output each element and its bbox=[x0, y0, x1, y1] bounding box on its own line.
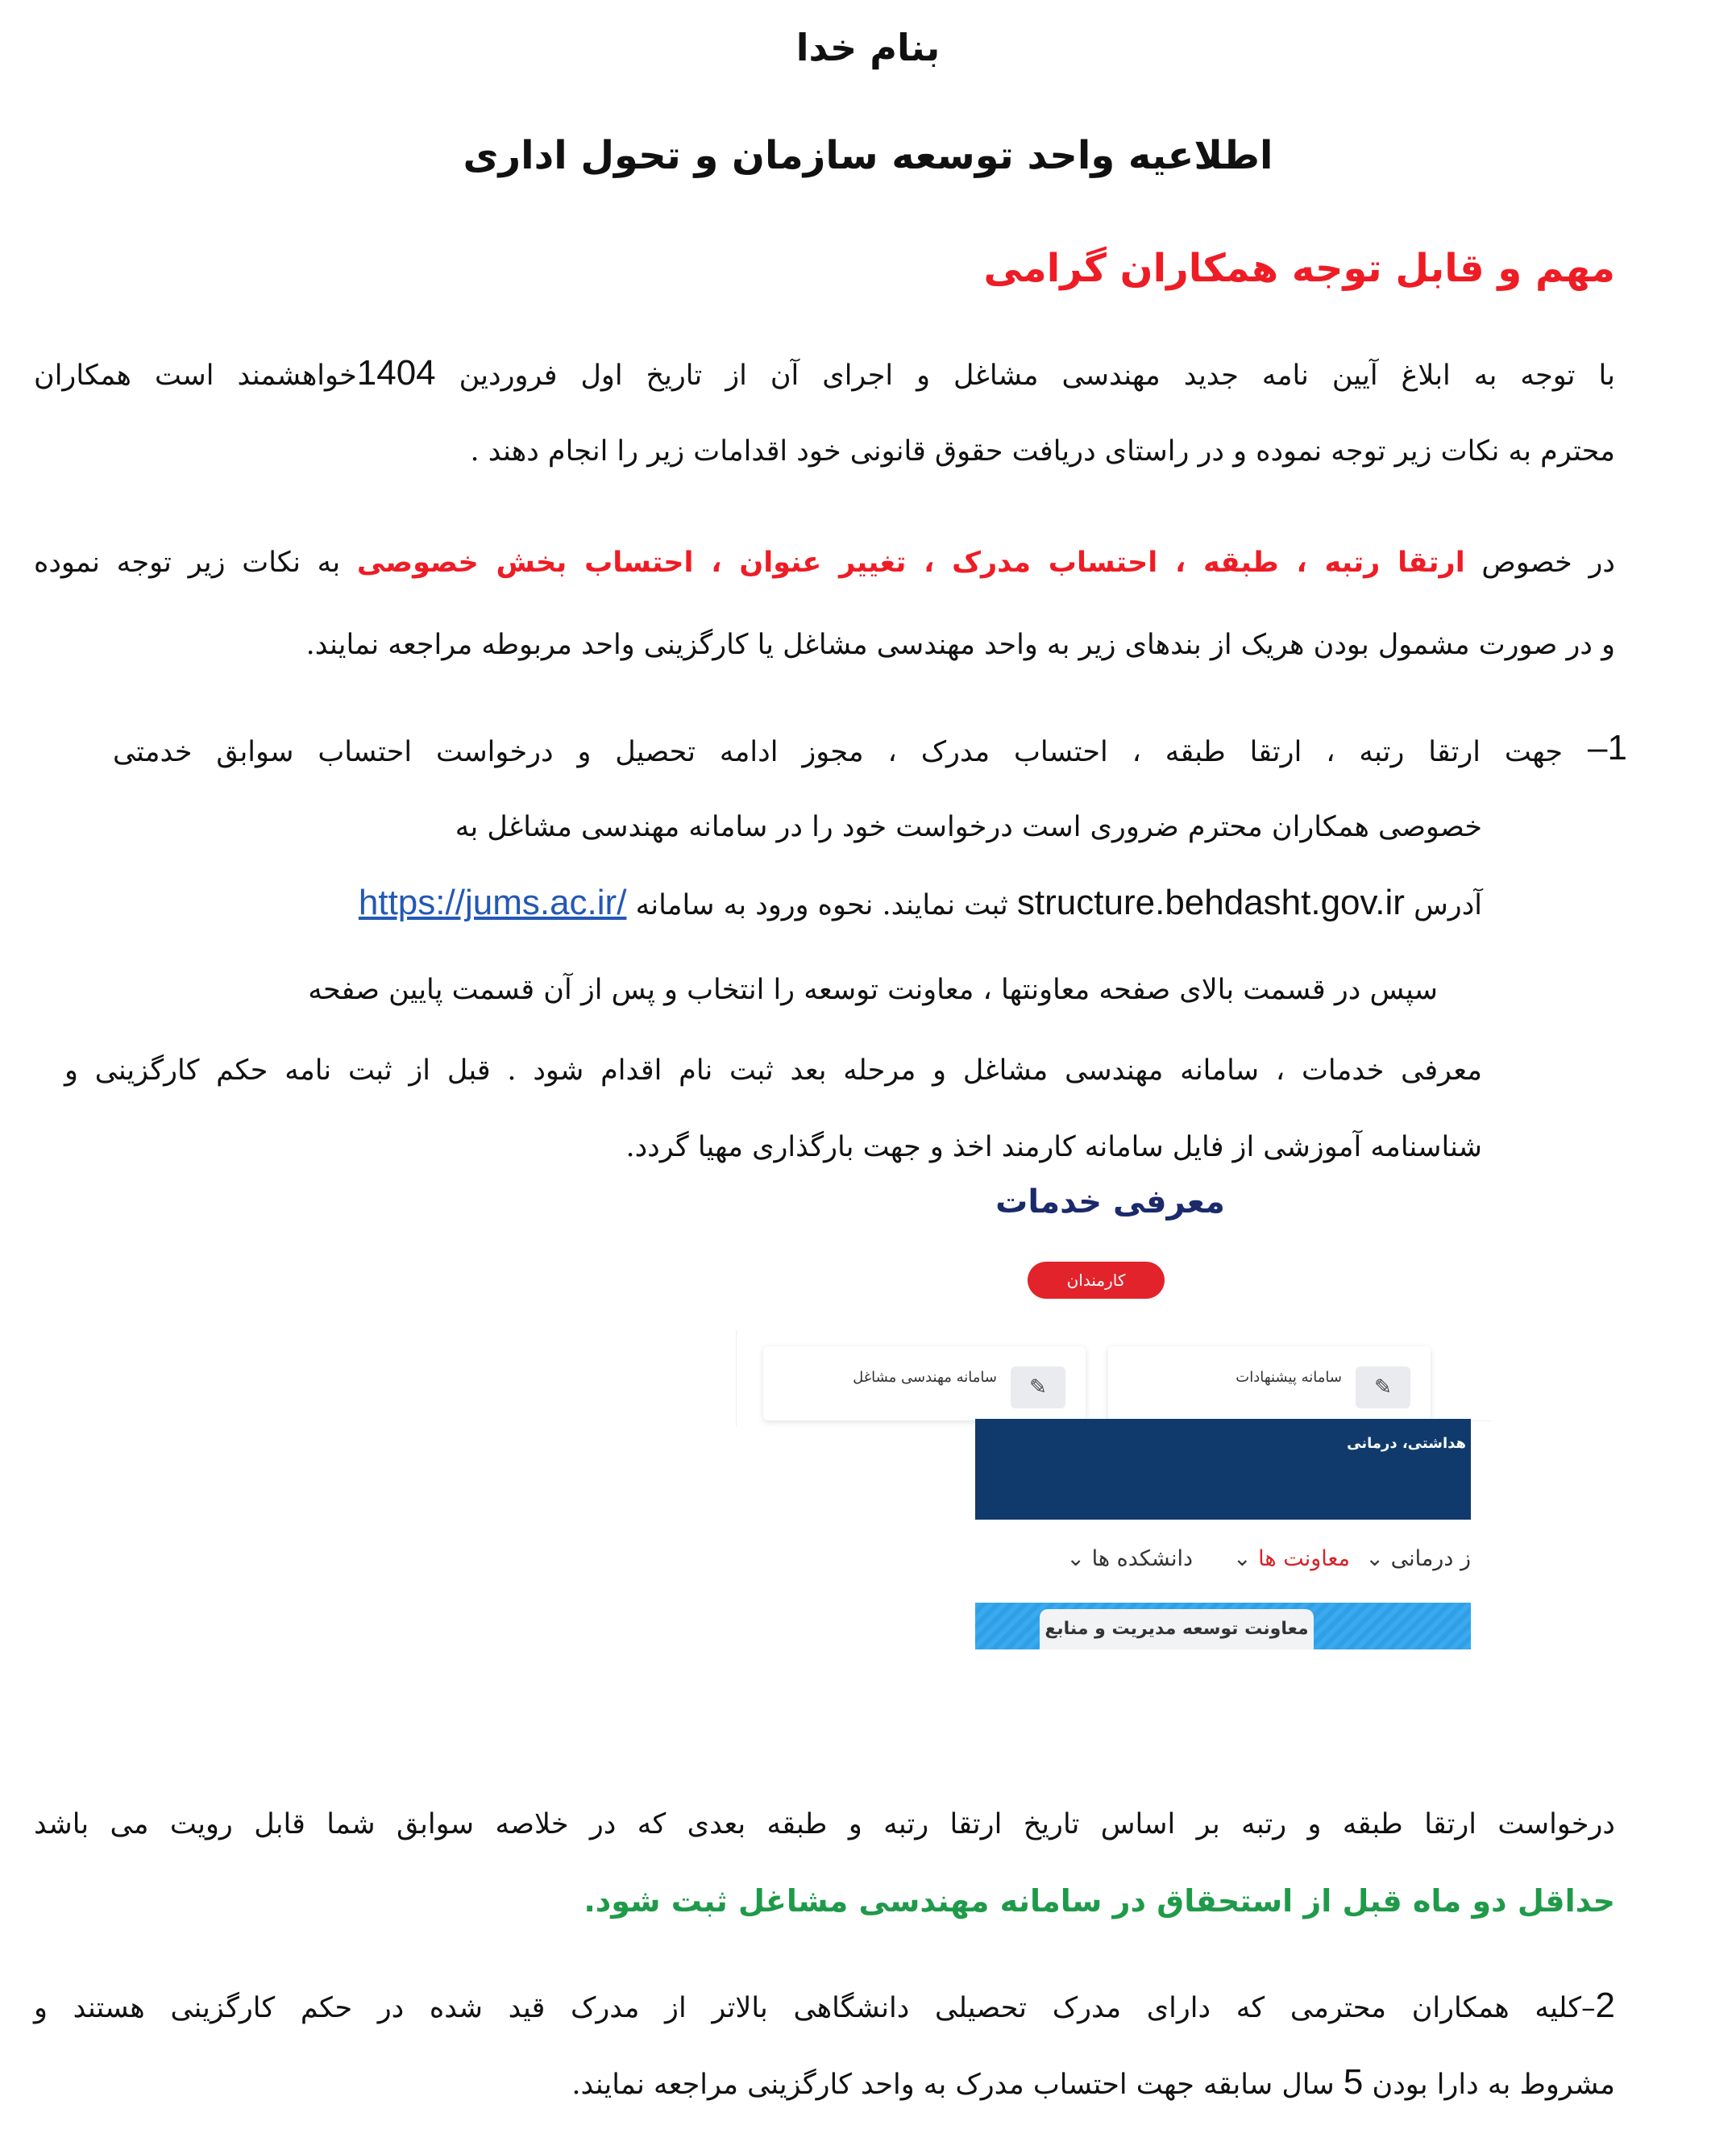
card-edge bbox=[729, 1330, 737, 1427]
scope-line-2: و در صورت مشمول بودن هریک از بندهای زیر به واحد مهندسی مشاغل یا کارگزینی واحد مربوطه مراجعه نمایند. bbox=[305, 629, 1615, 661]
item-2-years: 5 bbox=[1343, 2062, 1364, 2102]
menu-item-health[interactable] bbox=[1365, 1546, 1471, 1571]
employees-pill[interactable]: کارمندان bbox=[1028, 1262, 1165, 1299]
jums-link[interactable]: https://jums.ac.ir/ bbox=[358, 883, 627, 922]
menu-item-deputies-label: معاونت ها bbox=[1258, 1546, 1350, 1571]
address-mid: ثبت نمایند. نحوه ورود به سامانه bbox=[635, 889, 1008, 921]
intro-line-2: محترم به نکات زیر توجه نموده و در راستای دریافت حقوق قانونی خود اقدامات زیر را انجام دهند . bbox=[470, 435, 1615, 468]
chevron-down-icon: ⌄ bbox=[1066, 1546, 1085, 1571]
address-prefix: آدرس bbox=[1414, 889, 1482, 921]
item-1-line-4: سپس در قسمت بالای صفحه معاونتها ، معاونت توسعه را انتخاب و پس از آن قسمت پایین صفحه bbox=[308, 974, 1438, 1006]
request-line-1: درخواست ارتقا طبقه و رتبه بر اساس تاریخ ارتقا رتبه و طبقه بعدی که در خلاصه سوابق شما قابل رویت می باشد bbox=[34, 1808, 1615, 1840]
intro-line-1 bbox=[34, 335, 1615, 414]
deputy-bar bbox=[975, 1603, 1471, 1649]
card-suggestions[interactable] bbox=[1108, 1346, 1431, 1420]
item-2-text-a: مشروط به دارا بودن bbox=[1372, 2069, 1615, 2101]
item-2-line-2 bbox=[34, 2044, 1615, 2123]
card-job-engineering[interactable] bbox=[763, 1346, 1086, 1420]
card-edge-right bbox=[1459, 1346, 1491, 1421]
scope-highlight: ارتقا رتبه ، طبقه ، احتساب مدرک ، تغییر عنوان ، احتساب بخش خصوصی bbox=[356, 547, 1465, 579]
menu-item-faculties-label: دانشکده ها bbox=[1091, 1546, 1193, 1571]
year-1404: 1404 bbox=[356, 353, 436, 393]
item-1-line-6: شناسنامه آموزشی از فایل سامانه کارمند اخذ و جهت بارگذاری مهیا گردد. bbox=[625, 1131, 1482, 1163]
domain-text: structure.behdasht.gov.ir bbox=[1016, 883, 1405, 922]
intro-text: با توجه به ابلاغ آیین نامه جدید مهندسی مشاغل و اجرای آن از تاریخ اول فروردین bbox=[459, 360, 1615, 392]
request-line-2: حداقل دو ماه قبل از استحقاق در سامانه مهندسی مشاغل ثبت شود. bbox=[584, 1883, 1615, 1919]
item-2-line-1 bbox=[34, 1967, 1615, 2047]
intro-text-end: خواهشمند است همکاران bbox=[34, 360, 357, 392]
item-1-line-1: جهت ارتقا رتبه ، ارتقا طبقه ، احتساب مدرک ، مجوز ادامه تحصیل و درخواست احتساب سوابق خدمتی bbox=[113, 736, 1563, 768]
scope-suffix: به نکات زیر توجه نموده bbox=[34, 547, 341, 579]
site-banner bbox=[975, 1419, 1471, 1520]
edit-icon: ✎ bbox=[1356, 1366, 1410, 1408]
menu-item-faculties[interactable] bbox=[1066, 1546, 1193, 1571]
item-1-address-line bbox=[359, 864, 1482, 944]
card-suggestions-label: سامانه پیشنهادات bbox=[1236, 1369, 1342, 1386]
embedded-screenshot bbox=[729, 1177, 1491, 1661]
services-title: معرفی خدمات bbox=[995, 1183, 1225, 1221]
card-job-engineering-label: سامانه مهندسی مشاغل bbox=[853, 1369, 997, 1386]
item-2-text: –کلیه همکاران محترمی که دارای مدرک تحصیلی دانشگاهی بالاتر از مدرک قید شده در حکم کارگزینی هستند و bbox=[34, 1992, 1596, 2024]
bismillah: بنام خدا bbox=[795, 26, 941, 69]
item-2-number: 2 bbox=[1595, 1986, 1615, 2025]
page-title: اطلاعیه واحد توسعه سازمان و تحول اداری bbox=[463, 133, 1273, 178]
menu-item-health-label: ز درمانی bbox=[1390, 1546, 1471, 1571]
scope-prefix: در خصوص bbox=[1481, 547, 1615, 579]
banner-text: هداشتی، درمانی bbox=[1347, 1435, 1466, 1452]
item-2-text-b: سال سابقه جهت احتساب مدرک به واحد کارگزینی مراجعه نمایند. bbox=[571, 2069, 1335, 2101]
subtitle: مهم و قابل توجه همکاران گرامی bbox=[983, 246, 1615, 291]
menu-item-deputies[interactable] bbox=[1233, 1546, 1350, 1571]
deputy-tab[interactable]: معاونت توسعه مدیریت و منابع bbox=[1040, 1609, 1314, 1649]
edit-icon: ✎ bbox=[1011, 1366, 1065, 1408]
item-1-line-2: خصوصی همکاران محترم ضروری است درخواست خود را در سامانه مهندسی مشاغل به bbox=[455, 811, 1482, 843]
item-1-number: 1– bbox=[1588, 728, 1627, 767]
chevron-down-icon: ⌄ bbox=[1232, 1546, 1252, 1571]
chevron-down-icon: ⌄ bbox=[1365, 1546, 1384, 1571]
item-1-line-5: معرفی خدمات ، سامانه مهندسی مشاغل و مرحله بعد ثبت نام اقدام شود . قبل از ثبت نامه حکم کارگزینی و bbox=[64, 1054, 1482, 1087]
scope-line-1 bbox=[34, 524, 1615, 601]
site-menu bbox=[975, 1538, 1471, 1587]
